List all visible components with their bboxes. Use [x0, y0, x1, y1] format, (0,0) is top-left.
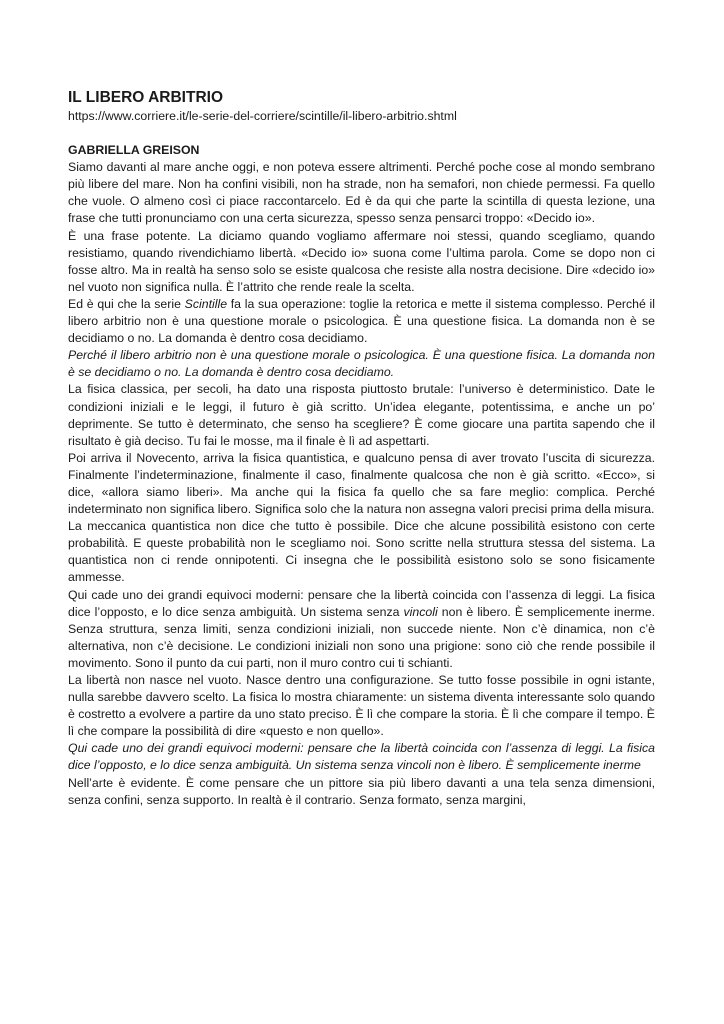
- paragraph-11: Nell’arte è evidente. È come pensare che un pittore sia più libero davanti a una tela senza dimensioni, senza confini, senza supporto. In realtà è il contrario. Senza formato, senza margini,: [68, 775, 655, 807]
- paragraph-7: La meccanica quantistica non dice che tutto è possibile. Dice che alcune possibilità esistono con certe probabilità. E queste probabilità non le scegliamo noi. Sono scritte nella struttura stessa del sistema. La quantistica non ci rende onnipotenti. Ci insegna che le possibilità esistono solo se sono fisicamente ammesse.: [68, 519, 655, 585]
- paragraph-3-text-a: Ed è qui che la serie: [68, 296, 185, 311]
- document-body: [68, 88, 655, 809]
- paragraph-2: È una frase potente. La diciamo quando vogliamo affermare noi stessi, quando scegliamo, quando resistiamo, quando rivendichiamo libertà. «Decido io» suona come l’ultima parola. Come se dopo non ci fosse altro. Ma in realtà ha senso solo se esiste qualcosa che resiste alla nostra decisione. Dire «decido io» nel vuoto non significa nulla. È l’attrito che rende reale la scelta.: [68, 228, 655, 294]
- paragraph-8-text-b: non è libero. È semplicemente inerme. Senza struttura, senza limiti, senza condizioni iniziali, non succede niente. Non c’è dinamica, non c’è alternativa, non c’è decisione. Le condizioni iniziali non sono una prigione: sono ciò che rende possibile il movimento. Sono il punto da cui parti, non il muro contro cui ti schianti.: [68, 604, 655, 670]
- paragraph-6: Poi arriva il Novecento, arriva la fisica quantistica, e qualcuno pensa di aver trovato l’uscita di sicurezza. Finalmente l’indeterminazione, finalmente il caso, finalmente qualcosa che non è già scritto. «Ecco», si dice, «allora siamo liberi». Ma anche qui la fisica fa quello che sa fare meglio: complica. Perché indeterminato non significa libero. Significa solo che la natura non assegna valori precisi prima della misura.: [68, 450, 655, 517]
- paragraph-8: [68, 587, 655, 672]
- pull-quote-1: Perché il libero arbitrio non è una questione morale o psicologica. È una questione fisica. La domanda non è se decidiamo o no. La domanda è dentro cosa decidiamo.: [68, 348, 655, 380]
- series-name: Scintille: [184, 296, 228, 311]
- paragraph-3: [68, 296, 655, 347]
- pull-quote-2: Qui cade uno dei grandi equivoci moderni: pensare che la libertà coincida con l’assenza di leggi. La fisica dice l’opposto, e lo dice senza ambiguità. Un sistema senza vincoli non è libero. È semplicemente inerme: [68, 741, 655, 773]
- paragraph-3-text-b: fa la sua operazione: toglie la retorica e mette il sistema complesso. Perché il libero arbitrio non è una questione morale o psicologica. È una questione fisica. La domanda non è se decidiamo o no. La domanda è dentro cosa decidiamo.: [68, 296, 656, 346]
- paragraph-1: Siamo davanti al mare anche oggi, e non poteva essere altrimenti. Perché poche cose al mondo sembrano più libere del mare. Non ha confini visibili, non ha strade, non ha semafori, non chiede permessi. Fa quello che vuole. O almeno così ci piace raccontarcelo. Ed è da qui che parte la scintilla di questa lezione, una frase che tutti pronunciamo con una certa sicurezza, spesso senza pensarci troppo: «Decido io».: [68, 160, 655, 226]
- paragraph-8-text-a: Qui cade uno dei grandi equivoci moderni: pensare che la libertà coincida con l’assenza di leggi. La fisica dice l’opposto, e lo dice senza ambiguità. Un sistema senza: [68, 587, 655, 619]
- document-title: IL LIBERO ARBITRIO: [68, 89, 223, 106]
- paragraph-5: La fisica classica, per secoli, ha dato una risposta piuttosto brutale: l’universo è deterministico. Date le condizioni iniziali e le leggi, il futuro è già scritto. Un’idea elegante, potentissima, e anche un po’ deprimente. Se tutto è determinato, che senso ha scegliere? È come giocare una partita sapendo che il risultato è già deciso. Tu fai le mosse, ma il finale è lì ad aspettarti.: [68, 382, 655, 448]
- paragraph-9: La libertà non nasce nel vuoto. Nasce dentro una configurazione. Se tutto fosse possibile in ogni istante, nulla sarebbe davvero scelto. La fisica lo mostra chiaramente: un sistema diventa interessante solo quando è costretto a evolvere a partire da uno stato preciso. È lì che compare la storia. È lì che compare il tempo. È lì che compare la possibilità di dire «questo e non quello».: [68, 673, 655, 739]
- author-name: GABRIELLA GREISON: [68, 143, 200, 158]
- source-url: https://www.corriere.it/le-serie-del-corriere/scintille/il-libero-arbitrio.shtml: [68, 109, 457, 123]
- emphasis-vincoli: vincoli: [403, 604, 438, 619]
